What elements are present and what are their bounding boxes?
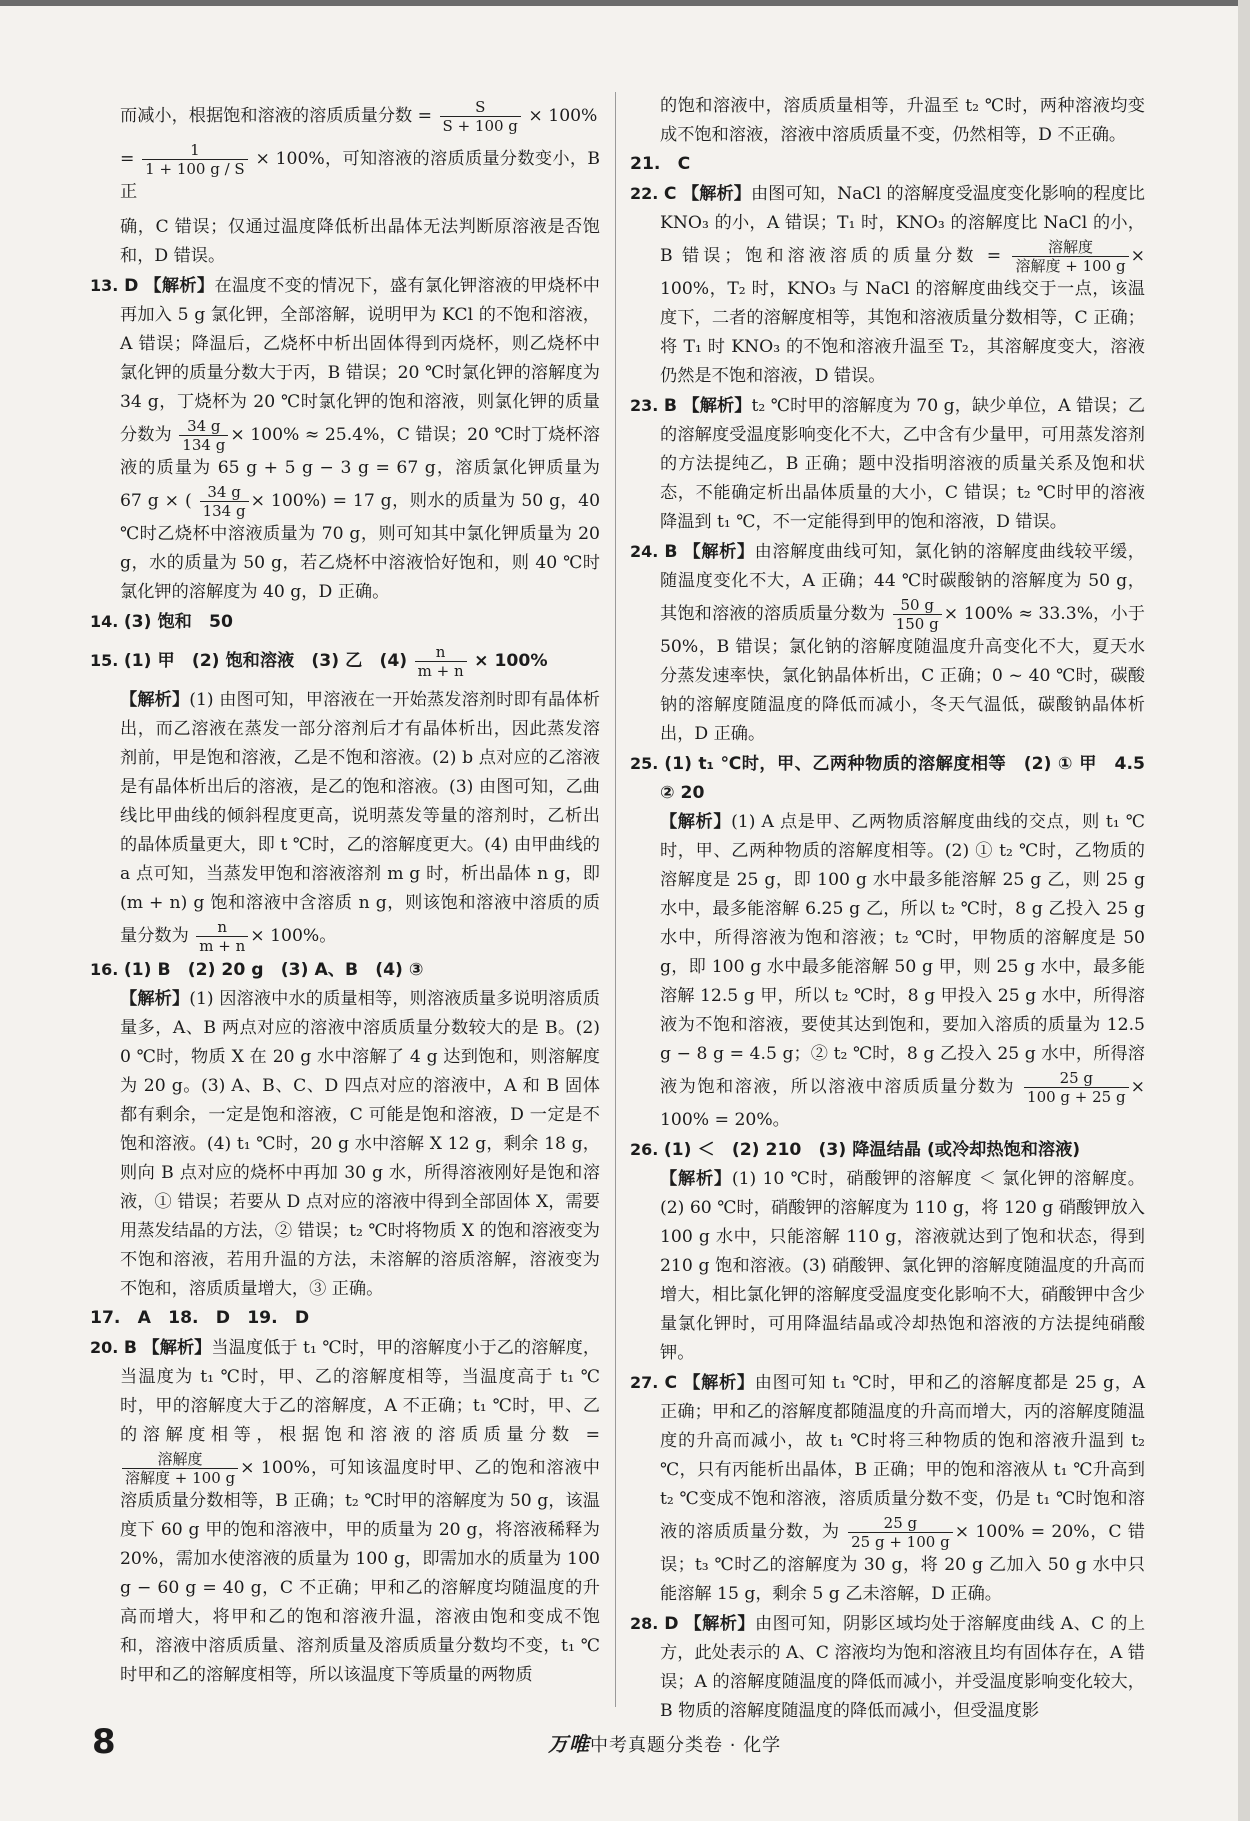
- right-column: [630, 92, 1163, 1726]
- question-23: 23. B 【解析】t₂ ℃时甲的溶解度为 70 g，缺少单位，A 错误；乙的溶解度受温度影响变化不大，乙中含有少量甲，可用蒸发溶剂的方法提纯乙，B 正确；题中没指明溶液的质量关系及饱和状态，不能确定析出晶体质量的大小，C 错误；t₂ ℃时甲的溶液降温到 t₁ ℃，不一定能得到甲的饱和溶液，D 错误。: [630, 396, 1146, 532]
- fraction: $\frac{34 g}{134 g}$: [200, 483, 249, 520]
- question-20: 20. B 【解析】当温度低于 t₁ ℃时，甲的溶解度小于乙的溶解度，当温度为 t₁ ℃时，甲、乙的溶解度相等，当温度高于 t₁ ℃时，甲的溶解度大于乙的溶解度，A 不正确；t₁ ℃时，甲、乙的溶解度相等，根据饱和溶液的溶质质量分数 = $\frac{\text{溶解度}}{\text{溶解度 + 100 g}}$ × 100%，可知该温度时甲、乙的饱和溶液中溶质质量分数相等，B 正确；t₂ ℃时甲的溶解度为 50 g，该温度下 60 g 甲的饱和溶液中，甲的质量为 20 g，将溶液稀释为 20%，需加水使溶液的质量为 100 g，即需加水的质量为 100 g − 60 g = 40 g，C 不正确；甲和乙的溶解度均随温度的升高而增大，将甲和乙的饱和溶液升温，溶液由饱和变成不饱和，溶液中溶质质量、溶剂质量及溶质质量分数均不变，t₁ ℃时甲和乙的溶解度相等，所以该温度下等质量的两物质: [90, 1338, 601, 1685]
- question-25: 25. (1) t₁ ℃时，甲、乙两种物质的溶解度相等 (2) ① 甲 4.5 ② 20: [630, 754, 1163, 803]
- question-26: 26. (1) ＜ (2) 210 (3) 降温结晶 (或冷却热饱和溶液): [630, 1140, 1081, 1160]
- question-15-analysis: 【解析】(1) 由图可知，甲溶液在一开始蒸发溶剂时即有晶体析出，而乙溶液在蒸发一部分溶剂后才有晶体析出，因此蒸发溶剂前，甲是饱和溶液，乙是不饱和溶液。(2) b 点对应的乙溶液是有晶体析出后的溶液，是乙的饱和溶液。(3) 由图可知，乙曲线比甲曲线的倾斜程度更高，说明蒸发等量的溶剂时，乙析出的晶体质量更大，即 t ℃时，乙的溶解度更大。(4) 由甲曲线的 a 点可知，当蒸发甲饱和溶液溶剂 m g 时，析出晶体 n g，即 (m + n) g 饱和溶液中含溶质 n g，则该饱和溶液中溶质的质量分数为 $\frac{n}{m + n}$ × 100%。: [120, 690, 600, 955]
- top-edge: [0, 0, 1250, 6]
- fraction: $\frac{\text{溶解度}}{\text{溶解度 + 100 g}}$: [122, 1450, 238, 1487]
- para-cont-12b: = $\frac{1}{1 + 100 g / S}$ × 100%，可知溶液的溶质质量分数变小，B 正: [120, 141, 600, 202]
- fraction: $\frac{34 g}{134 g}$: [179, 417, 228, 454]
- para-cont-12c: 确，C 错误；仅通过温度降低析出晶体无法判断原溶液是否饱和，D 错误。: [120, 217, 600, 266]
- fraction: $\frac{S}{S + 100 g}$: [440, 98, 521, 135]
- fraction: $\frac{n}{m + n}$: [415, 643, 467, 680]
- fraction: $\frac{25 g}{25 g + 100 g}$: [848, 1514, 953, 1551]
- question-24: 24. B 【解析】由溶解度曲线可知，氯化钠的溶解度曲线较平缓，随温度变化不大，A 正确；44 ℃时碳酸钠的溶解度为 50 g，其饱和溶液的溶质质量分数为 $\frac{50 g}{150 g}$ × 100% ≈ 33.3%，小于 50%，B 错误；氯化钠的溶解度随温度升高变化不大，夏天水分蒸发速率快，氯化钠晶体析出，C 正确；0 ~ 40 ℃时，碳酸钠的溶解度随温度的降低而减小，冬天气温低，碳酸钠晶体析出，D 正确。: [630, 542, 1145, 744]
- fraction: $\frac{1}{1 + 100 g / S}$: [142, 141, 248, 178]
- fraction: $\frac{50 g}{150 g}$: [893, 596, 942, 633]
- question-16-analysis: 【解析】(1) 因溶液中水的质量相等，则溶液质量多说明溶质质量多，A、B 两点对应的溶液中溶质质量分数较大的是 B。(2) 0 ℃时，物质 X 在 20 g 水中溶解了 4 g 达到饱和，则溶解度为 20 g。(3) A、B、C、D 四点对应的溶液中，A 和 B 固体都有剩余，一定是饱和溶液，C 可能是饱和溶液，D 一定是不饱和溶液。(4) t₁ ℃时，20 g 水中溶解 X 12 g，剩余 18 g，则向 B 点对应的烧杯中再加 30 g 水，所得溶液刚好是饱和溶液，① 错误；若要从 D 点对应的溶液中得到全部固体 X，需要用蒸发结晶的方法，② 错误；t₂ ℃时将物质 X 的饱和溶液变为不饱和溶液，若用升温的方法，未溶解的溶质溶解，溶液变为不饱和，溶质质量增大，③ 正确。: [120, 989, 600, 1299]
- fraction: $\frac{25 g}{100 g + 25 g}$: [1024, 1069, 1129, 1106]
- question-25-analysis: 【解析】(1) A 点是甲、乙两物质溶解度曲线的交点，则 t₁ ℃时，甲、乙两种物质的溶解度相等。(2) ① t₂ ℃时，乙物质的溶解度是 25 g，即 100 g 水中最多能溶解 25 g 乙，则 25 g 水中，最多能溶解 6.25 g 乙，所以 t₂ ℃时，8 g 乙投入 25 g 水中，所得溶液为饱和溶液；t₂ ℃时，甲物质的溶解度是 50 g，即 100 g 水中最多能溶解 50 g 甲，则 25 g 水中，最多能溶解 12.5 g 甲，所以 t₂ ℃时，8 g 甲投入 25 g 水中，所得溶液为不饱和溶液，要使其达到饱和，要加入溶质的质量为 12.5 g − 8 g = 4.5 g；② t₂ ℃时，8 g 乙投入 25 g 水中，所得溶液为饱和溶液，所以溶液中溶质质量分数为 $\frac{25 g}{100 g + 25 g}$ × 100% = 20%。: [660, 812, 1145, 1130]
- question-27: 27. C 【解析】由图可知 t₁ ℃时，甲和乙的溶解度都是 25 g，A 正确；甲和乙的溶解度都随温度的升高而增大，丙的溶解度随温度的升高而减小，故 t₁ ℃时将三种物质的饱和溶液升温到 t₂ ℃，只有丙能析出晶体，B 正确；甲的饱和溶液从 t₁ ℃升高到 t₂ ℃变成不饱和溶液，溶质质量分数不变，仍是 t₁ ℃时饱和溶液的溶质质量分数，为 $\frac{25 g}{25 g + 100 g}$ × 100% = 20%，C 错误；t₃ ℃时乙的溶解度为 30 g，将 20 g 乙加入 50 g 水中只能溶解 15 g，剩余 5 g 乙未溶解，D 正确。: [630, 1373, 1145, 1604]
- question-13: 13. D 【解析】在温度不变的情况下，盛有氯化钾溶液的甲烧杯中再加入 5 g 氯化钾，全部溶解，说明甲为 KCl 的不饱和溶液，A 错误；降温后，乙烧杯中析出固体得到丙烧杯，则乙烧杯中氯化钾的质量分数大于丙，B 错误；20 ℃时氯化钾的溶解度为 34 g，丁烧杯为 20 ℃时氯化钾的饱和溶液，则氯化钾的质量分数为 $\frac{34 g}{134 g}$ × 100% ≈ 25.4%，C 错误；20 ℃时丁烧杯溶液的质量为 65 g + 5 g − 3 g = 67 g，溶质氯化钾质量为 67 g × ( $\frac{34 g}{134 g}$ × 100%) = 17 g，则水的质量为 50 g，40 ℃时乙烧杯中溶液质量为 70 g，则可知其中氯化钾质量为 20 g，水的质量为 50 g，若乙烧杯中溶液恰好饱和，则 40 ℃时氯化钾的溶解度为 40 g，D 正确。: [90, 276, 601, 602]
- page-edge: [1238, 0, 1250, 1821]
- questions-17-19: 17. A 18. D 19. D: [90, 1308, 310, 1328]
- question-15: 15. (1) 甲 (2) 饱和溶液 (3) 乙 (4) $\frac{n}{m + n}$ × 100%: [90, 643, 548, 680]
- column-divider: [615, 92, 616, 1707]
- left-column: [90, 92, 600, 1690]
- question-14: 14. (3) 饱和 50: [90, 612, 233, 632]
- question-26-analysis: 【解析】(1) 10 ℃时，硝酸钾的溶解度 ＜ 氯化钾的溶解度。(2) 60 ℃时，硝酸钾的溶解度为 110 g，将 120 g 硝酸钾放入 100 g 水中，只能溶解 110 g，溶液就达到了饱和状态，得到 210 g 饱和溶液。(3) 硝酸钾、氯化钾的溶解度随温度的升高而增大，相比氯化钾的溶解度受温度变化影响不大，硝酸钾中含少量氯化钾时，可用降温结晶或冷却热饱和溶液的方法提纯硝酸钾。: [660, 1169, 1145, 1363]
- question-16: 16. (1) B (2) 20 g (3) A、B (4) ③: [90, 960, 424, 980]
- fraction: $\frac{\text{溶解度}}{\text{溶解度 + 100 g}}$: [1012, 238, 1128, 275]
- book-title: 中考真题分类卷 · 化学: [590, 1735, 782, 1756]
- brand-logo: 万唯: [548, 1732, 590, 1756]
- question-21: 21. C: [630, 154, 691, 174]
- question-22: 22. C 【解析】由图可知，NaCl 的溶解度受温度变化影响的程度比 KNO₃ 的小，A 错误；T₁ 时，KNO₃ 的溶解度比 NaCl 的小，B 错误；饱和溶液溶质的质量分数 = $\frac{\text{溶解度}}{\text{溶解度 + 100 g}}$ × 100%，T₂ 时，KNO₃ 与 NaCl 的溶解度曲线交于一点，该温度下，二者的溶解度相等，其饱和溶液质量分数相等，C 正确；将 T₁ 时 KNO₃ 的不饱和溶液升温至 T₂，其溶解度变大，溶液仍然是不饱和溶液，D 错误。: [630, 184, 1145, 386]
- question-20-cont: 的饱和溶液中，溶质质量相等，升温至 t₂ ℃时，两种溶液均变成不饱和溶液，溶液中溶质质量不变，仍然相等，D 不正确。: [660, 96, 1145, 145]
- para-cont-12: 而减小，根据饱和溶液的溶质质量分数 = $\frac{S}{S + 100 g}$ × 100%: [120, 98, 598, 135]
- page-number: 8: [92, 1722, 116, 1762]
- footer-title: [548, 1728, 781, 1757]
- question-28: 28. D 【解析】由图可知，阴影区域均处于溶解度曲线 A、C 的上方，此处表示的 A、C 溶液均为饱和溶液且均有固体存在，A 错误；A 的溶解度随温度的降低而减小，并受温度影响变化较大，B 物质的溶解度随温度的降低而减小，但受温度影: [630, 1614, 1146, 1721]
- fraction: $\frac{n}{m + n}$: [196, 918, 248, 955]
